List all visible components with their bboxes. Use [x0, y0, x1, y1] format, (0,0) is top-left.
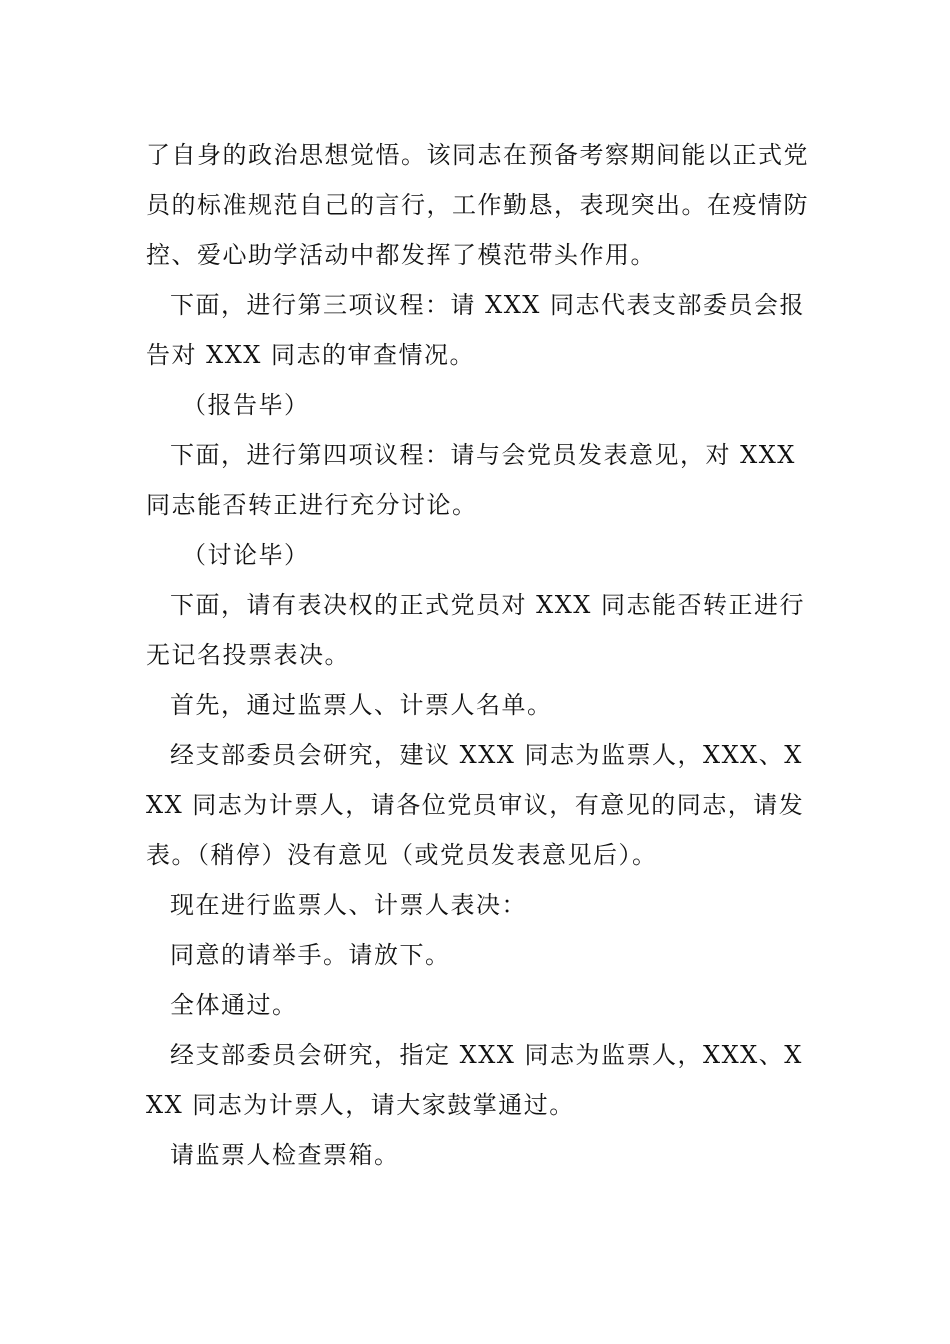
paragraph-approve-tellers-list: 首先，通过监票人、计票人名单。 [170, 691, 553, 719]
document-body [146, 130, 810, 1180]
paragraph-raise-hands: 同意的请举手。请放下。 [170, 941, 451, 969]
paragraph-unanimously-passed: 全体通过。 [170, 991, 298, 1019]
paragraph-agenda-item-four: 下面，进行第四项议程：请与会党员发表意见，对 XXX 同志能否转正进行充分讨论。 [146, 441, 796, 519]
paragraph-proposed-tellers: 经支部委员会研究，建议 XXX 同志为监票人，XXX、XXX 同志为计票人，请各位党员审议，有意见的同志，请发表。（稍停）没有意见（或党员发表意见后）。 [146, 741, 805, 869]
paragraph-agenda-item-three: 下面，进行第三项议程：请 XXX 同志代表支部委员会报告对 XXX 同志的审查情况。 [146, 291, 806, 369]
paragraph-designated-tellers: 经支部委员会研究，指定 XXX 同志为监票人，XXX、XXX 同志为计票人，请大家鼓掌通过。 [146, 1041, 803, 1119]
paragraph-check-ballot-box: 请监票人检查票箱。 [170, 1141, 400, 1169]
paragraph-anonymous-vote: 下面，请有表决权的正式党员对 XXX 同志能否转正进行无记名投票表决。 [146, 591, 806, 669]
paragraph-report-finished: （报告毕） [182, 391, 310, 419]
paragraph-discussion-finished: （讨论毕） [182, 541, 310, 569]
paragraph-party-member-evaluation: 了自身的政治思想觉悟。该同志在预备考察期间能以正式党员的标准规范自己的言行，工作勤恳，表现突出。在疫情防控、爱心助学活动中都发挥了模范带头作用。 [146, 141, 809, 269]
paragraph-teller-vote: 现在进行监票人、计票人表决： [170, 891, 527, 919]
